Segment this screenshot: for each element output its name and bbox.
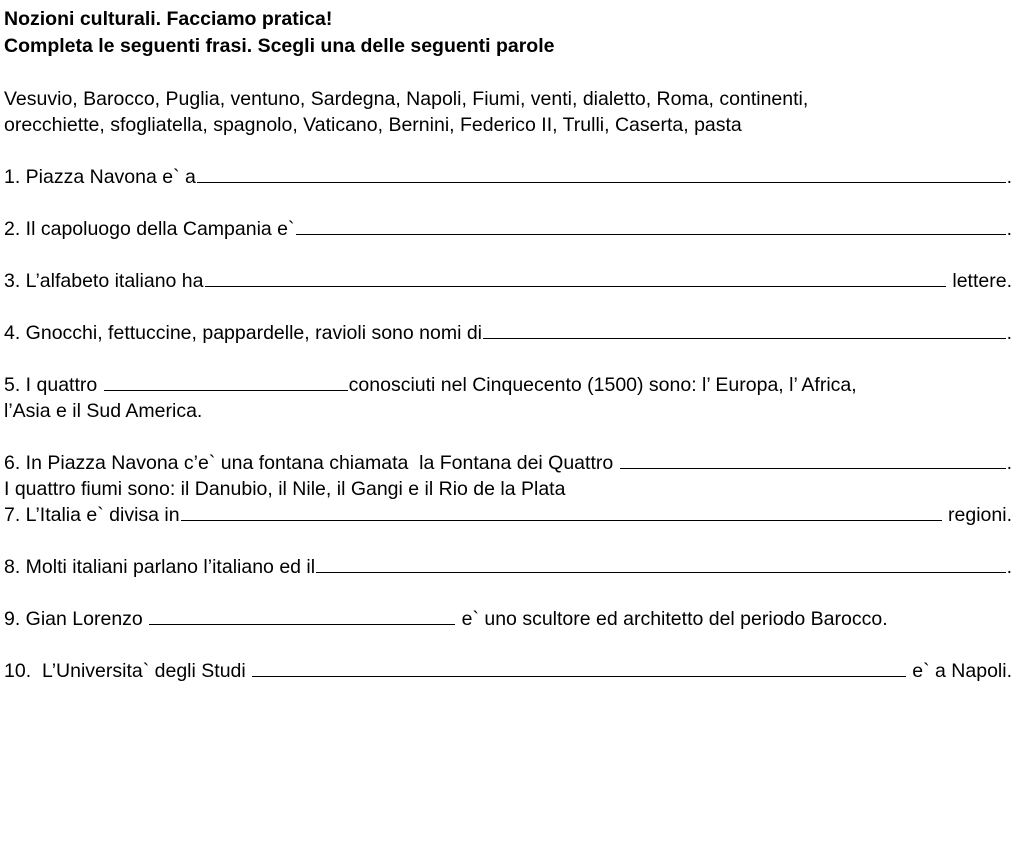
question-10-text: 10. L’Universita` degli Studi — [4, 660, 252, 682]
question-2-end: . — [1006, 218, 1012, 240]
question-8 — [4, 554, 1012, 580]
worksheet-instructions: Completa le seguenti frasi. Scegli una delle seguenti parole — [4, 35, 555, 57]
question-10 — [4, 658, 1012, 684]
question-4-blank[interactable] — [483, 320, 1006, 339]
question-4 — [4, 320, 1012, 346]
question-2-text: 2. Il capoluogo della Campania e` — [4, 218, 295, 240]
question-9-text: 9. Gian Lorenzo — [4, 608, 149, 630]
question-7-end: regioni. — [942, 504, 1012, 526]
question-6-text: 6. In Piazza Navona c’e` una fontana chiamata la Fontana dei Quattro — [4, 452, 619, 474]
question-4-end: . — [1006, 322, 1012, 344]
worksheet — [4, 6, 1012, 684]
question-10-end: e` a Napoli. — [906, 660, 1012, 682]
question-5-text: 5. I quattro — [4, 374, 103, 396]
question-8-text: 8. Molti italiani parlano l’italiano ed il — [4, 556, 316, 578]
question-2-blank[interactable] — [296, 216, 1006, 235]
question-7 — [4, 502, 1012, 528]
question-9 — [4, 606, 1012, 632]
question-6-note: I quattro fiumi sono: il Danubio, il Nile, il Gangi e il Rio de la Plata — [4, 478, 566, 500]
question-3-text: 3. L’alfabeto italiano ha — [4, 270, 204, 292]
question-10-blank[interactable] — [252, 658, 906, 677]
question-8-blank[interactable] — [316, 554, 1005, 573]
worksheet-title: Nozioni culturali. Facciamo pratica! — [4, 8, 333, 30]
question-2 — [4, 216, 1012, 242]
word-bank-line-1: Vesuvio, Barocco, Puglia, ventuno, Sardegna, Napoli, Fiumi, venti, dialetto, Roma, continenti, — [4, 88, 809, 110]
question-5-end: conosciuti nel Cinquecento (1500) sono: l’ Europa, l’ Africa, — [348, 374, 857, 396]
question-3 — [4, 268, 1012, 294]
question-1-blank[interactable] — [197, 164, 1006, 183]
question-4-text: 4. Gnocchi, fettuccine, pappardelle, ravioli sono nomi di — [4, 322, 483, 344]
question-1-end: . — [1006, 166, 1012, 188]
question-8-end: . — [1006, 556, 1012, 578]
question-5 — [4, 372, 1012, 398]
question-9-blank[interactable] — [149, 606, 455, 625]
question-5-blank[interactable] — [104, 372, 348, 391]
question-3-blank[interactable] — [205, 268, 946, 287]
question-7-text: 7. L’Italia e` divisa in — [4, 504, 180, 526]
question-6 — [4, 450, 1012, 476]
question-7-blank[interactable] — [181, 502, 942, 521]
question-1 — [4, 164, 1012, 190]
question-1-text: 1. Piazza Navona e` a — [4, 166, 196, 188]
word-bank-line-2: orecchiette, sfogliatella, spagnolo, Vaticano, Bernini, Federico II, Trulli, Caserta, pasta — [4, 114, 742, 136]
question-5-continuation: l’Asia e il Sud America. — [4, 400, 203, 422]
question-9-end: e` uno scultore ed architetto del periodo Barocco. — [456, 608, 888, 630]
question-6-end: . — [1006, 452, 1012, 474]
question-3-end: lettere. — [946, 270, 1012, 292]
question-6-blank[interactable] — [620, 450, 1006, 469]
